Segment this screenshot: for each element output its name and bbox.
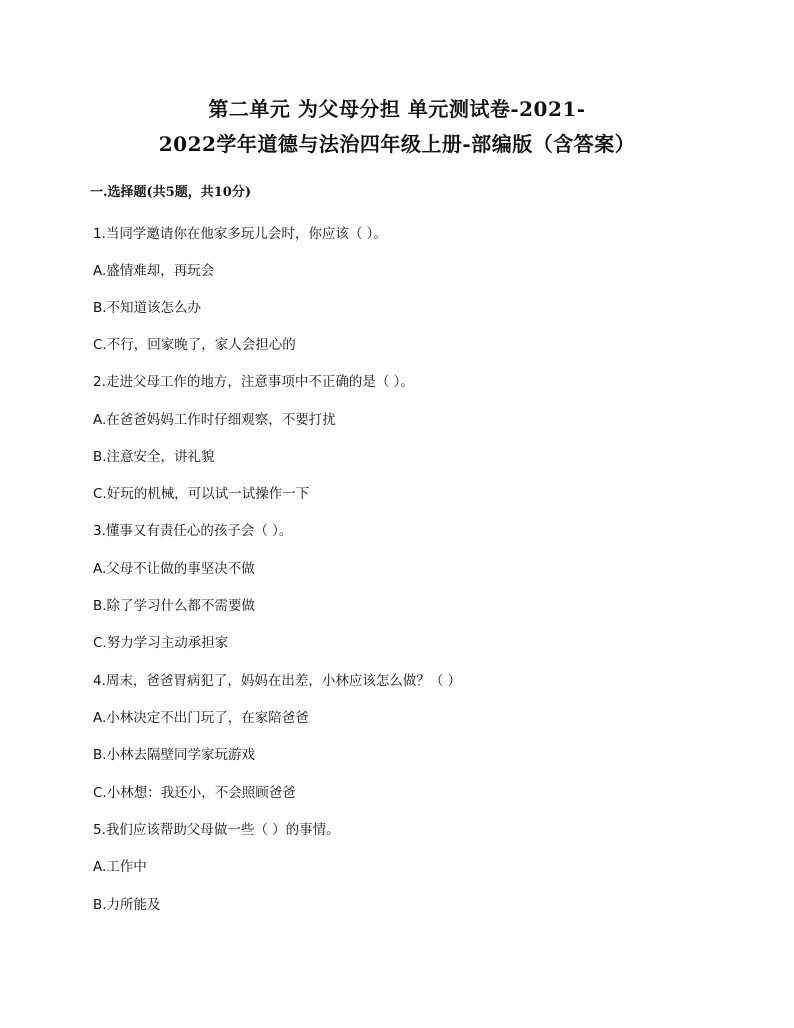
question-2-option-a: A.在爸爸妈妈工作时仔细观察，不要打扰 bbox=[93, 412, 336, 428]
question-2-stem: 2.走进父母工作的地方，注意事项中不正确的是（ ）。 bbox=[93, 374, 414, 390]
question-4-option-c: C.小林想：我还小，不会照顾爸爸 bbox=[93, 785, 296, 801]
question-4-option-b: B.小林去隔壁同学家玩游戏 bbox=[93, 747, 256, 763]
question-4-stem: 4.周末，爸爸胃病犯了，妈妈在出差，小林应该怎么做？（ ） bbox=[93, 673, 462, 689]
question-1-option-b: B.不知道该怎么办 bbox=[93, 300, 202, 316]
document-title-line-2: 2022学年道德与法治四年级上册-部编版（含答案） bbox=[158, 132, 636, 156]
question-5-option-a: A.工作中 bbox=[93, 859, 147, 875]
question-3-stem: 3.懂事又有责任心的孩子会（ ）。 bbox=[93, 523, 293, 539]
question-2-option-c: C.好玩的机械，可以试一试操作一下 bbox=[93, 486, 310, 502]
question-4-option-a: A.小林决定不出门玩了，在家陪爸爸 bbox=[93, 710, 309, 726]
question-1-stem: 1.当同学邀请你在他家多玩儿会时，你应该（ ）。 bbox=[93, 226, 387, 242]
question-1-option-a: A.盛情难却，再玩会 bbox=[93, 263, 215, 279]
document-title-line-1: 第二单元 为父母分担 单元测试卷-2021- bbox=[208, 97, 586, 121]
question-1-option-c: C.不行，回家晚了，家人会担心的 bbox=[93, 337, 296, 353]
question-3-option-c: C.努力学习主动承担家 bbox=[93, 635, 229, 651]
question-3-option-b: B.除了学习什么都不需要做 bbox=[93, 598, 256, 614]
question-5-option-b: B.力所能及 bbox=[93, 897, 161, 913]
question-2-option-b: B.注意安全，讲礼貌 bbox=[93, 449, 215, 465]
section-heading: 一.选择题(共5题，共10分) bbox=[90, 185, 251, 200]
question-3-option-a: A.父母不让做的事坚决不做 bbox=[93, 561, 255, 577]
question-5-stem: 5.我们应该帮助父母做一些（ ）的事情。 bbox=[93, 822, 340, 838]
